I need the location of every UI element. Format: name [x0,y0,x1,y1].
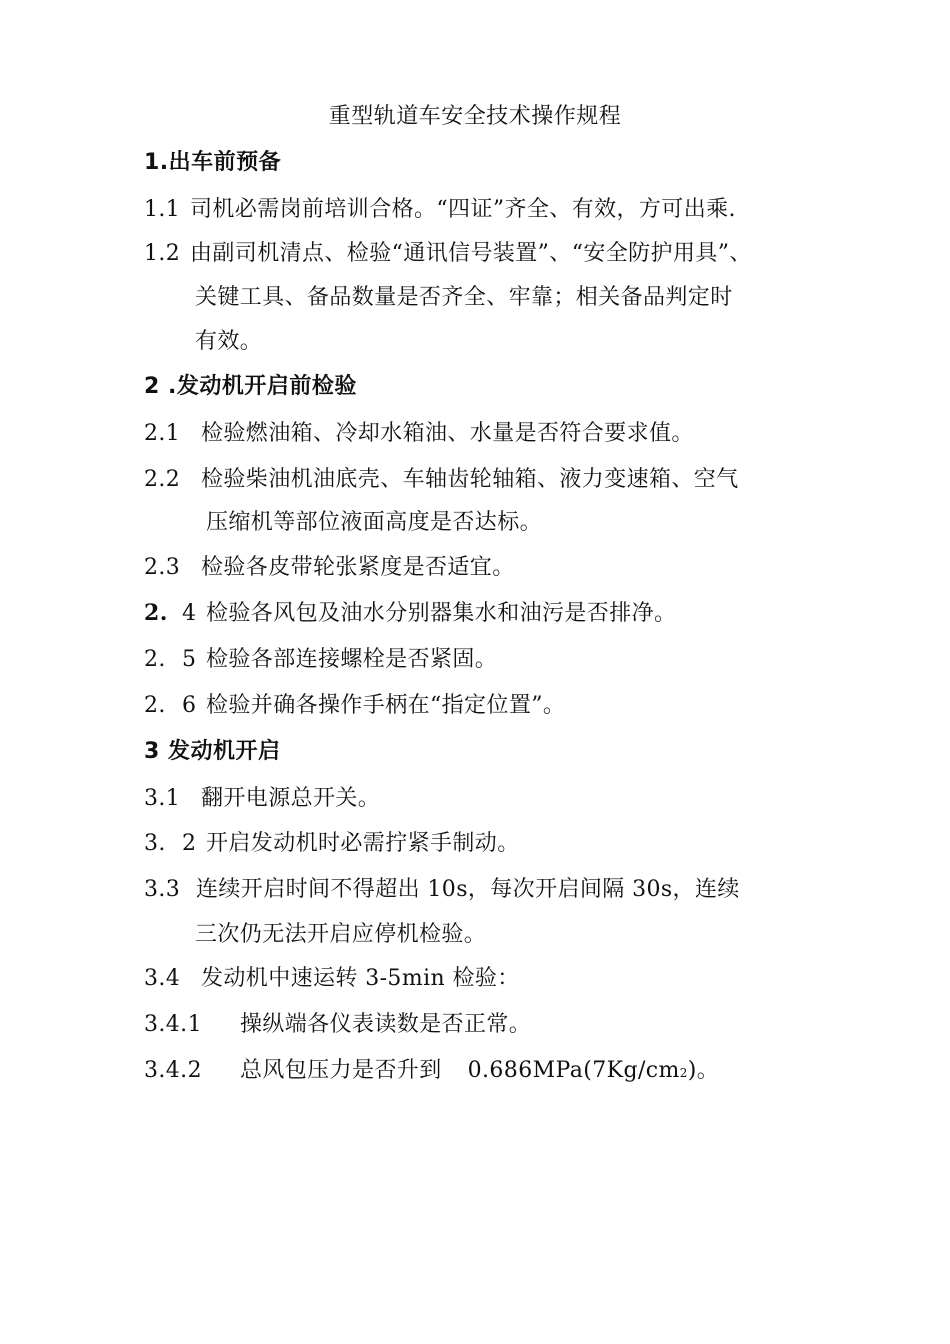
item-number: 3.3 [144,877,181,902]
pressure-value: 0.686MPa(7Kg/cm [467,1058,680,1083]
item-3-1 [144,784,380,814]
item-number: 3.4.2 [144,1058,202,1083]
item-text: 检验柴油机油底壳、车轴齿轮轴箱、液力变速箱、空气 [201,467,739,492]
item-number: 2.1 [144,421,181,446]
item-number: 2.2 [144,467,181,492]
document-title: 重型轨道车安全技术操作规程 [328,104,622,129]
item-number: 1.1 [144,197,181,222]
item-text: 检验各风包及油水分别器集水和油污是否排净。 [206,601,677,626]
item-text: 操纵端各仪表读数是否正常。 [240,1012,532,1037]
item-1-2 [144,239,752,269]
item-3-4-2 [144,1056,719,1088]
item-number: 2.3 [144,555,181,580]
item-2-2 [144,465,739,495]
item-2-2-continuation: 压缩机等部位液面高度是否达标。 [206,510,543,535]
item-number: 1.2 [144,241,181,266]
item-number-tail: 6 [182,693,197,718]
item-number-tail: 4 [182,601,197,626]
item-text: 发动机中速运转 3-5min 检验： [201,966,520,991]
item-text: 检验各皮带轮张紧度是否适宜。 [201,555,515,580]
item-2-5 [144,645,497,675]
item-3-3-continuation: 三次仍无法开启应停机检验。 [195,922,487,947]
item-text: 开启发动机时必需拧紧手制动。 [206,831,520,856]
item-2-6 [144,691,565,721]
item-number: 3.1 [144,786,181,811]
item-number: 3. [144,831,166,856]
item-text: 司机必需岗前培训合格。“四证”齐全、有效，方可出乘. [190,197,736,222]
item-2-4 [144,598,676,629]
item-text: 检验各部连接螺栓是否紧固。 [206,647,498,672]
item-number-tail: 5 [182,647,197,672]
section-heading-3: 3 发动机开启 [144,739,281,764]
item-3-4 [144,964,520,994]
item-number-tail: 2 [182,831,197,856]
item-number: 3.4 [144,966,181,991]
item-text: 翻开电源总开关。 [201,786,381,811]
item-number: 2. [144,693,166,718]
item-2-3 [144,553,515,583]
item-1-2-continuation: 关键工具、备品数量是否齐全、牢靠；相关备品判定时 [195,285,733,310]
item-number: 2. [144,647,166,672]
item-text: 检验燃油箱、冷却水箱油、水量是否符合要求值。 [201,421,694,446]
section-heading-1: 1.出车前预备 [144,150,282,175]
item-2-1 [144,419,694,449]
item-3-2 [144,829,520,859]
item-1-1 [144,195,736,225]
item-1-2-continuation: 有效。 [195,329,263,354]
pressure-unit-superscript: 2 [679,1066,688,1080]
item-text: 由副司机清点、检验“通讯信号装置”、“安全防护用具”、 [190,241,752,266]
item-3-3 [144,875,740,905]
section-heading-2: 2 .发动机开启前检验 [144,374,357,399]
item-number: 3.4.1 [144,1012,202,1037]
item-number: 2. [144,600,168,626]
pressure-value-tail: )。 [687,1058,720,1083]
item-text: 连续开启时间不得超出 10s，每次开启间隔 30s，连续 [196,877,740,902]
item-text: 检验并确各操作手柄在“指定位置”。 [206,693,566,718]
item-text: 总风包压力是否升到 [240,1058,442,1083]
item-3-4-1 [144,1010,531,1040]
